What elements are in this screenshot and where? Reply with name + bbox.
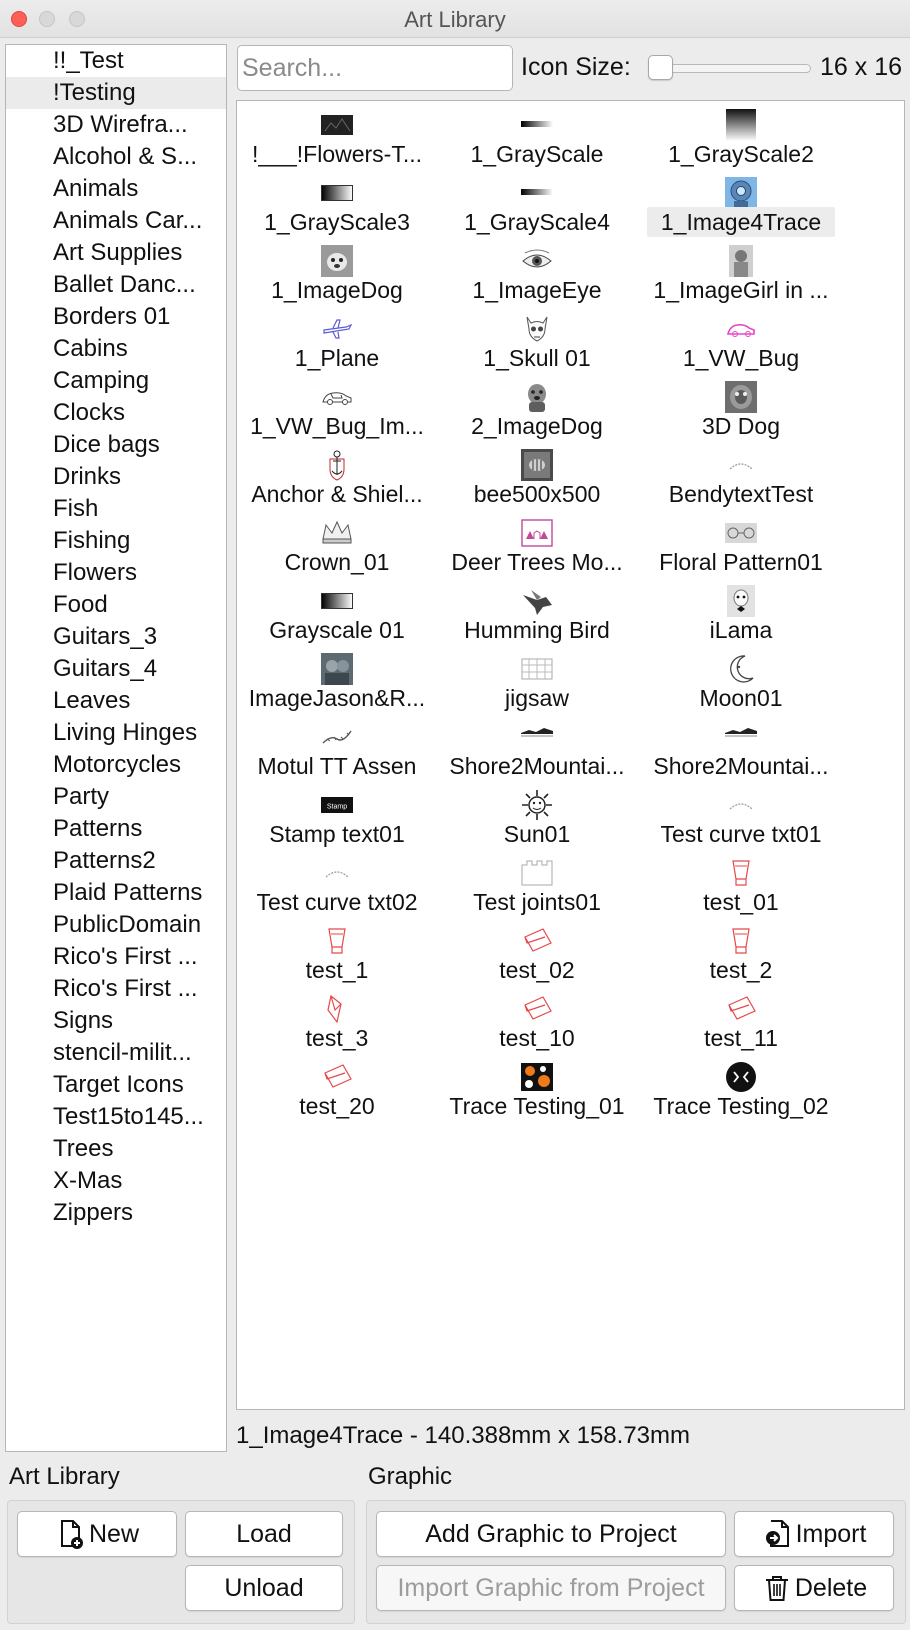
art-item-label: test_2 — [709, 957, 773, 983]
art-item-label: 1_Plane — [294, 345, 380, 371]
category-list[interactable] — [5, 44, 227, 1452]
art-item-label: 1_Image4Trace — [647, 207, 835, 237]
category-item[interactable]: !Testing — [6, 77, 226, 109]
art-item-label: ImageJason&R... — [248, 685, 426, 711]
art-item-label: Test curve txt02 — [256, 889, 418, 915]
skull-thumb — [521, 313, 553, 345]
gradient-box-thumb — [321, 177, 353, 209]
trace-orange-thumb — [521, 1061, 553, 1093]
category-item[interactable]: !!_Test — [53, 47, 124, 74]
red-cup-thumb — [725, 857, 757, 889]
jigsaw-thumb — [521, 653, 553, 685]
art-item-label: Crown_01 — [284, 549, 390, 575]
art-item-label: test_10 — [499, 1025, 575, 1051]
art-item[interactable] — [237, 781, 437, 849]
window-title: Art Library — [404, 7, 506, 32]
vertical-gradient-thumb — [725, 109, 757, 141]
art-item-label: test_02 — [499, 957, 575, 983]
dog-photo-thumb — [321, 245, 353, 277]
category-item[interactable]: Guitars_3 — [53, 623, 158, 650]
art-item-label: Shore2Mountai... — [449, 753, 625, 779]
search-input[interactable] — [237, 45, 513, 91]
import-button[interactable] — [734, 1511, 894, 1557]
art-item-label: 3D Dog — [702, 413, 780, 439]
art-item-label: Deer Trees Mo... — [451, 549, 623, 575]
category-item[interactable]: Food — [53, 591, 108, 618]
art-item[interactable] — [641, 441, 841, 509]
art-item-label: test_11 — [704, 1025, 778, 1051]
art-item[interactable] — [237, 713, 437, 781]
art-item-label: 1_ImageDog — [271, 277, 403, 303]
art-item-label: !___!Flowers-T... — [252, 141, 422, 167]
category-item[interactable]: PublicDomain — [53, 911, 202, 938]
girl-photo-thumb — [725, 245, 757, 277]
art-item-label: BendytextTest — [668, 481, 814, 507]
art-item[interactable] — [237, 917, 437, 985]
art-item[interactable] — [437, 849, 637, 917]
category-item[interactable]: Camping — [53, 367, 150, 394]
stamp-thumb — [321, 789, 353, 821]
category-item[interactable]: Fishing — [53, 527, 131, 554]
graphic-group — [366, 1500, 906, 1624]
pink-car-thumb — [725, 313, 757, 345]
import-icon — [762, 1518, 794, 1550]
dark-photo-thumb — [321, 109, 353, 141]
art-item[interactable] — [641, 101, 841, 169]
art-item[interactable] — [237, 169, 437, 237]
art-item-label: Stamp text01 — [269, 821, 405, 847]
art-item-label: test_1 — [305, 957, 369, 983]
category-item[interactable]: Clocks — [53, 399, 126, 426]
art-item[interactable] — [641, 781, 841, 849]
category-item[interactable]: Alcohol & S... — [53, 143, 198, 170]
floral-pattern-thumb — [725, 517, 757, 549]
art-item[interactable] — [641, 645, 841, 713]
red-cup-thumb — [321, 925, 353, 957]
jason-photo-thumb — [321, 653, 353, 685]
red-box-thumb — [725, 993, 757, 1025]
art-item-label: bee500x500 — [473, 481, 601, 507]
load-button-label: Load — [236, 1519, 292, 1548]
red-box-thumb — [321, 1061, 353, 1093]
unload-button-label: Unload — [224, 1573, 304, 1602]
art-item[interactable] — [641, 985, 841, 1053]
curved-text-thumb — [725, 449, 757, 481]
art-item-label: 1_VW_Bug — [682, 345, 800, 371]
category-item[interactable]: Animals Car... — [53, 207, 203, 234]
category-item[interactable]: stencil-milit... — [53, 1039, 192, 1066]
art-item[interactable] — [237, 237, 437, 305]
art-item-label: Shore2Mountai... — [653, 753, 829, 779]
category-item[interactable]: Zippers — [53, 1199, 134, 1226]
art-grid[interactable] — [236, 100, 905, 1410]
art-item[interactable] — [641, 169, 841, 237]
load-button[interactable] — [185, 1511, 343, 1557]
gradient-box-thumb — [321, 585, 353, 617]
icon-size-slider-knob[interactable] — [648, 55, 673, 80]
moon-thumb — [725, 653, 757, 685]
curved-text-thumb — [321, 857, 353, 889]
category-item[interactable]: Art Supplies — [53, 239, 183, 266]
art-item-label: 1_VW_Bug_Im... — [250, 413, 424, 439]
art-item-label: Moon01 — [699, 685, 783, 711]
icon-size-label: Icon Size: — [521, 53, 631, 81]
category-item[interactable]: Fish — [53, 495, 99, 522]
import-button-label: Import — [795, 1519, 867, 1548]
icon-size-slider-track[interactable] — [650, 64, 811, 73]
art-item[interactable] — [437, 169, 637, 237]
art-item-label: Grayscale 01 — [269, 617, 405, 643]
hummingbird-thumb — [521, 585, 553, 617]
category-item[interactable]: Test15to145... — [53, 1103, 204, 1130]
motul-thumb — [321, 721, 353, 753]
art-item[interactable] — [641, 849, 841, 917]
art-item[interactable] — [237, 305, 437, 373]
art-item-label: Floral Pattern01 — [659, 549, 823, 575]
category-item[interactable]: X-Mas — [53, 1167, 123, 1194]
art-item[interactable] — [437, 101, 637, 169]
art-item[interactable] — [237, 985, 437, 1053]
crown-thumb — [321, 517, 353, 549]
art-item-label: test_01 — [703, 889, 779, 915]
art-item[interactable] — [237, 849, 437, 917]
category-item[interactable]: Guitars_4 — [53, 655, 158, 682]
gradient-bar-thumb — [521, 109, 553, 141]
category-item[interactable]: Flowers — [53, 559, 138, 586]
art-item[interactable] — [437, 373, 637, 441]
art-item[interactable] — [237, 373, 437, 441]
category-item[interactable]: Trees — [53, 1135, 114, 1162]
icon-size-value: 16 x 16 — [820, 53, 903, 81]
plane-thumb — [321, 313, 353, 345]
add-graphic-to-project-button[interactable] — [376, 1511, 726, 1557]
category-item[interactable]: Living Hinges — [53, 719, 198, 746]
art-item[interactable] — [437, 509, 637, 577]
trash-icon — [761, 1572, 793, 1604]
red-box-thumb — [521, 993, 553, 1025]
art-item[interactable] — [437, 985, 637, 1053]
art-item-label: Sun01 — [503, 821, 571, 847]
art-item[interactable] — [237, 509, 437, 577]
shore-thumb — [521, 721, 553, 753]
category-item[interactable]: Drinks — [53, 463, 122, 490]
art-item[interactable] — [437, 305, 637, 373]
red-box-thumb — [521, 925, 553, 957]
new-document-icon — [55, 1518, 87, 1550]
art-item[interactable] — [437, 713, 637, 781]
art-item-label: 1_GrayScale — [470, 141, 604, 167]
category-item[interactable]: Signs — [53, 1007, 114, 1034]
art-item-label: Test joints01 — [473, 889, 601, 915]
art-item[interactable] — [437, 645, 637, 713]
art-library-section-label: Art Library — [9, 1463, 120, 1490]
art-item[interactable] — [437, 917, 637, 985]
art-item-label: Test curve txt01 — [660, 821, 822, 847]
category-item[interactable]: Cabins — [53, 335, 128, 362]
llama-thumb — [725, 585, 757, 617]
art-item-label: Trace Testing_02 — [653, 1093, 829, 1119]
dog-bust-thumb — [521, 381, 553, 413]
art-item-label: 1_GrayScale2 — [668, 141, 814, 167]
art-item-label: 1_ImageEye — [472, 277, 602, 303]
art-item[interactable] — [437, 781, 637, 849]
red-shard-thumb — [321, 993, 353, 1025]
art-item[interactable] — [237, 1053, 437, 1121]
stamp-thumb-text: Stamp — [326, 803, 348, 811]
diving-helmet-thumb — [725, 177, 757, 209]
car-outline-thumb — [321, 381, 353, 413]
art-item[interactable] — [641, 237, 841, 305]
shore-thumb — [725, 721, 757, 753]
art-item-label: Motul TT Assen — [257, 753, 417, 779]
art-item-label: 1_GrayScale3 — [264, 209, 410, 235]
delete-button[interactable] — [734, 1565, 894, 1611]
art-item[interactable] — [641, 1053, 841, 1121]
art-item-label: Trace Testing_01 — [449, 1093, 625, 1119]
art-item[interactable] — [641, 917, 841, 985]
art-item[interactable] — [437, 1053, 637, 1121]
art-item[interactable] — [237, 101, 437, 169]
art-item[interactable] — [641, 509, 841, 577]
new-button-label: New — [88, 1519, 139, 1548]
title-bar — [0, 0, 910, 38]
art-item[interactable] — [641, 305, 841, 373]
category-item[interactable]: Ballet Danc... — [53, 271, 196, 298]
new-button[interactable] — [17, 1511, 177, 1557]
gradient-bar-thumb — [521, 177, 553, 209]
art-item[interactable] — [641, 577, 841, 645]
category-item[interactable]: Dice bags — [53, 431, 160, 458]
sun-thumb — [521, 789, 553, 821]
curved-text-thumb — [725, 789, 757, 821]
art-item-label: 1_Skull 01 — [483, 345, 591, 371]
category-item[interactable]: Motorcycles — [53, 751, 182, 778]
category-item[interactable]: Rico's First ... — [53, 975, 198, 1002]
import-graphic-from-project-label: Import Graphic from Project — [397, 1573, 705, 1602]
art-item-label: test_3 — [305, 1025, 369, 1051]
art-item[interactable] — [641, 713, 841, 781]
joints-thumb — [521, 857, 553, 889]
category-item[interactable]: Plaid Patterns — [53, 879, 203, 906]
category-item[interactable]: Target Icons — [53, 1071, 184, 1098]
art-item[interactable] — [237, 645, 437, 713]
art-item-label: jigsaw — [505, 685, 569, 711]
category-item[interactable]: Rico's First ... — [53, 943, 198, 970]
art-item-label: test_20 — [299, 1093, 375, 1119]
unload-button[interactable] — [185, 1565, 343, 1611]
art-item-label: 1_GrayScale4 — [464, 209, 610, 235]
dog-relief-thumb — [725, 381, 757, 413]
art-item-label: Anchor & Shiel... — [251, 481, 423, 507]
art-item-label: 1_ImageGirl in ... — [653, 277, 829, 303]
category-item[interactable]: Leaves — [53, 687, 131, 714]
art-item[interactable] — [437, 441, 637, 509]
bee-tile-thumb — [521, 449, 553, 481]
eye-thumb — [521, 245, 553, 277]
art-item-label: 2_ImageDog — [471, 413, 603, 439]
art-item[interactable] — [437, 237, 637, 305]
art-item[interactable] — [237, 577, 437, 645]
art-item-label: iLama — [709, 617, 773, 643]
art-item[interactable] — [437, 577, 637, 645]
category-item[interactable]: 3D Wirefra... — [53, 111, 188, 138]
art-item[interactable] — [641, 373, 841, 441]
category-item[interactable]: Party — [53, 783, 110, 810]
delete-button-label: Delete — [794, 1573, 868, 1602]
add-graphic-button-label: Add Graphic to Project — [425, 1519, 677, 1548]
category-item[interactable]: Patterns — [53, 815, 143, 842]
art-item[interactable] — [237, 441, 437, 509]
anchor-shield-thumb — [321, 449, 353, 481]
category-item[interactable]: Patterns2 — [53, 847, 156, 874]
art-library-group — [7, 1500, 355, 1624]
import-graphic-from-project-button[interactable] — [376, 1565, 726, 1611]
graphic-section-label: Graphic — [368, 1463, 453, 1490]
red-cup-thumb — [725, 925, 757, 957]
art-item-label: Humming Bird — [464, 617, 610, 643]
category-item[interactable]: Borders 01 — [53, 303, 171, 330]
selection-status: 1_Image4Trace - 140.388mm x 158.73mm — [236, 1422, 690, 1449]
trace-dark-thumb — [725, 1061, 757, 1093]
deer-trees-thumb — [521, 517, 553, 549]
category-item[interactable]: Animals — [53, 175, 139, 202]
